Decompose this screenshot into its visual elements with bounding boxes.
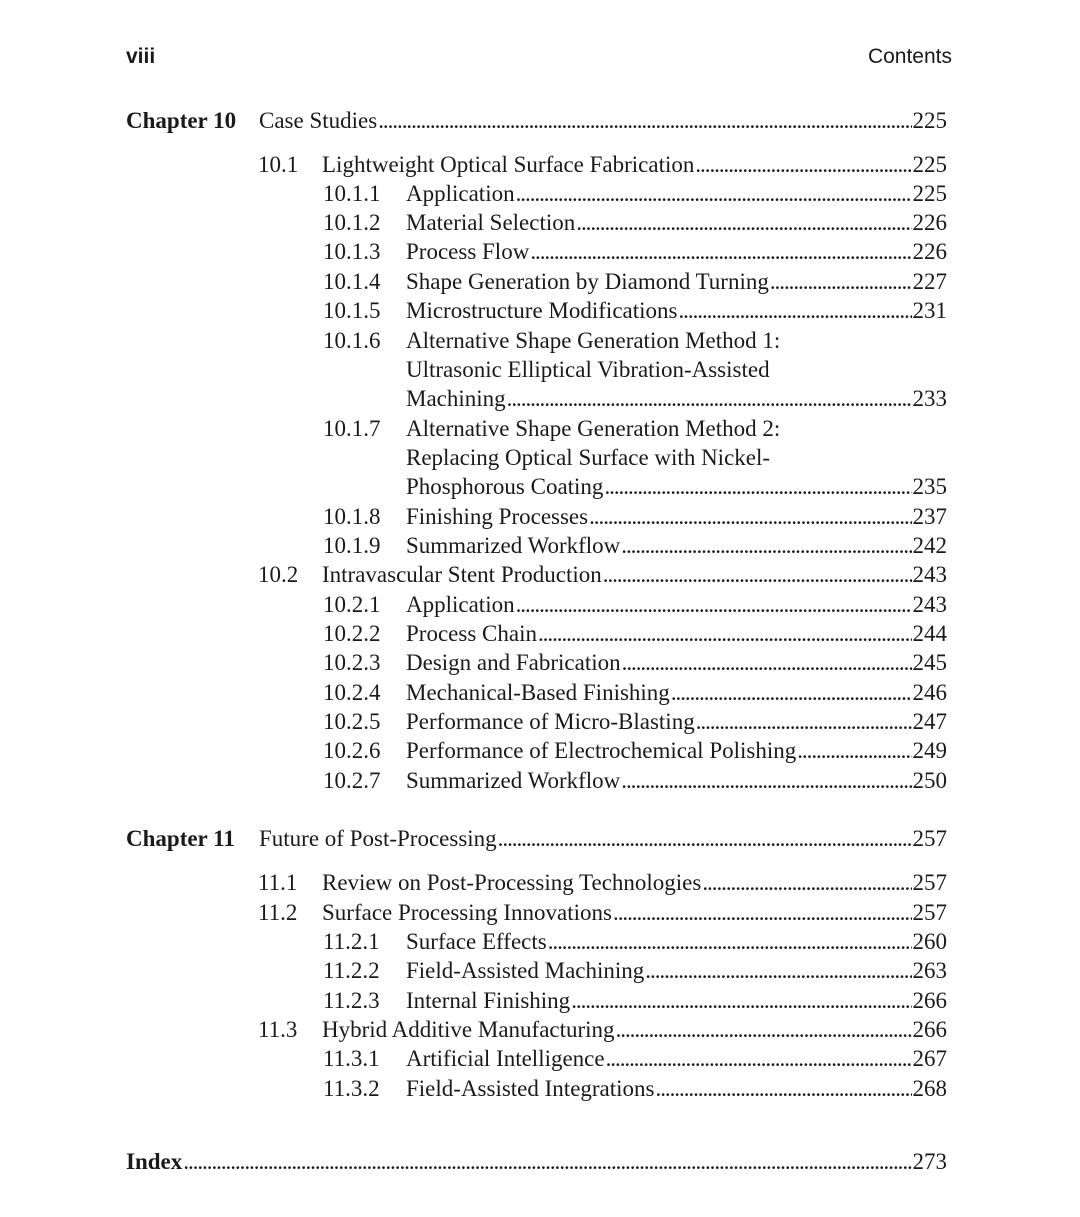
entry-page: 242 [912, 533, 947, 558]
entry-page: 245 [912, 650, 947, 675]
dot-leader [702, 868, 911, 897]
entry-title: Case Studies [259, 108, 378, 133]
entry-number: 10.2.6 [323, 738, 381, 763]
toc-entry-10-1-5[interactable] [323, 296, 947, 326]
toc-entry-11-2-1[interactable] [323, 927, 947, 957]
dot-leader [507, 384, 912, 413]
entry-number: 11.2.3 [323, 988, 380, 1013]
chapter-label: Chapter 10 [126, 108, 237, 133]
toc-entry-11-3-1[interactable] [323, 1044, 947, 1074]
running-title: Contents [867, 45, 952, 68]
toc-entry-10-1-6[interactable] [323, 326, 947, 356]
entry-number: 10.2 [258, 562, 299, 587]
entry-page: 266 [912, 988, 947, 1013]
running-head [126, 42, 952, 70]
dot-leader [183, 1147, 911, 1176]
entry-page: 235 [912, 474, 947, 499]
entry-title: Internal Finishing [406, 988, 571, 1013]
toc-entry-chapter-10[interactable] [126, 106, 947, 136]
entry-title: Field-Assisted Machining [406, 958, 645, 983]
entry-number: 10.2.4 [323, 680, 381, 705]
entry-page: 244 [912, 621, 947, 646]
entry-title: Application [406, 592, 515, 617]
entry-number: 10.1.6 [323, 328, 381, 353]
toc-entry-11-2[interactable] [258, 898, 947, 928]
toc-entry-10-2-5[interactable] [323, 707, 947, 737]
entry-title: Field-Assisted Integrations [406, 1076, 655, 1101]
chapter-label: Chapter 11 [126, 826, 235, 851]
entry-title-line-3: Machining [406, 386, 506, 411]
toc-entry-10-1-3[interactable] [323, 237, 947, 267]
entry-number: 11.2.1 [323, 929, 380, 954]
entry-title: Surface Processing Innovations [322, 900, 612, 925]
entry-title: Surface Effects [406, 929, 547, 954]
entry-page: 260 [912, 929, 947, 954]
entry-title: Artificial Intelligence [406, 1046, 605, 1071]
entry-page: 243 [912, 592, 947, 617]
entry-title: Performance of Electrochemical Polishing [406, 738, 797, 763]
entry-title: Process Flow [406, 239, 530, 264]
entry-page: 231 [912, 298, 947, 323]
entry-page: 225 [912, 108, 947, 133]
entry-page: 268 [912, 1076, 947, 1101]
dot-leader [378, 106, 911, 135]
entry-page: 246 [912, 680, 947, 705]
entry-title-line-3: Phosphorous Coating [406, 474, 604, 499]
entry-title: Mechanical-Based Finishing [406, 680, 670, 705]
dot-leader [613, 898, 912, 927]
toc-entry-11-2-3[interactable] [323, 986, 947, 1016]
toc-entry-10-1-8[interactable] [323, 502, 947, 532]
entry-number: 10.2.7 [323, 768, 381, 793]
toc-entry-10-1-2[interactable] [323, 208, 947, 238]
toc-entry-10-1-6-last[interactable] [406, 384, 947, 414]
entry-title: Future of Post-Processing [259, 826, 497, 851]
dot-leader [695, 150, 911, 179]
entry-number: 10.2.2 [323, 621, 381, 646]
dot-leader [516, 179, 912, 208]
entry-title: Microstructure Modifications [406, 298, 678, 323]
toc-entry-10-1-4[interactable] [323, 267, 947, 297]
entry-number: 11.2 [258, 900, 298, 925]
entry-title: Lightweight Optical Surface Fabrication [322, 152, 695, 177]
entry-number: 10.1.2 [323, 210, 381, 235]
dot-leader [498, 824, 912, 853]
entry-page: 243 [912, 562, 947, 587]
entry-title: Process Chain [406, 621, 537, 646]
entry-page: 237 [912, 504, 947, 529]
toc-entry-10-2-6[interactable] [323, 736, 947, 766]
entry-title: Material Selection [406, 210, 576, 235]
dot-leader [538, 619, 912, 648]
entry-page: 257 [912, 900, 947, 925]
dot-leader [589, 502, 911, 531]
entry-page: 225 [912, 181, 947, 206]
entry-page: 233 [912, 386, 947, 411]
dot-leader [696, 707, 912, 736]
entry-number: 10.2.3 [323, 650, 381, 675]
entry-page: 267 [912, 1046, 947, 1071]
toc-entry-10-1-9[interactable] [323, 531, 947, 561]
toc-entry-10-2-2[interactable] [323, 619, 947, 649]
dot-leader [671, 678, 912, 707]
entry-number: 11.2.2 [323, 958, 380, 983]
entry-title: Summarized Workflow [406, 768, 621, 793]
dot-leader [603, 560, 912, 589]
entry-title-line-1: Alternative Shape Generation Method 2: [406, 416, 781, 441]
entry-page: 225 [912, 152, 947, 177]
entry-title: Summarized Workflow [406, 533, 621, 558]
entry-title: Finishing Processes [406, 504, 589, 529]
dot-leader [604, 472, 911, 501]
dot-leader [606, 1044, 912, 1073]
entry-number: 11.3 [258, 1017, 298, 1042]
entry-number: 10.1.7 [323, 416, 381, 441]
dot-leader [656, 1074, 912, 1103]
entry-number: 10.1.3 [323, 239, 381, 264]
toc-entry-10-1-1[interactable] [323, 179, 947, 209]
entry-number: 10.1.1 [323, 181, 381, 206]
entry-number: 10.2.1 [323, 592, 381, 617]
entry-title-line-2: Replacing Optical Surface with Nickel- [406, 445, 771, 470]
entry-title-line-2: Ultrasonic Elliptical Vibration-Assisted [406, 357, 770, 382]
dot-leader [622, 648, 912, 677]
entry-number: 10.1.8 [323, 504, 381, 529]
dot-leader [621, 766, 911, 795]
entry-number: 11.1 [258, 870, 298, 895]
toc-entry-11-1[interactable] [258, 868, 947, 898]
toc-entry-10-1-7-last[interactable] [406, 472, 947, 502]
entry-number: 10.1.5 [323, 298, 381, 323]
toc-entry-10-2-4[interactable] [323, 678, 947, 708]
entry-title: Hybrid Additive Manufacturing [322, 1017, 615, 1042]
toc-entry-10-1-6-cont[interactable] [406, 355, 947, 385]
dot-leader [645, 956, 911, 985]
dot-leader [548, 927, 912, 956]
entry-title: Design and Fabrication [406, 650, 621, 675]
entry-page: 257 [912, 826, 947, 851]
entry-page: 249 [912, 738, 947, 763]
entry-number: 10.1.9 [323, 533, 381, 558]
entry-page: 247 [912, 709, 947, 734]
entry-number: 10.2.5 [323, 709, 381, 734]
dot-leader [616, 1015, 912, 1044]
entry-number: 10.1 [258, 152, 299, 177]
entry-title: Application [406, 181, 515, 206]
entry-page: 227 [912, 269, 947, 294]
toc-entry-11-2-2[interactable] [323, 956, 947, 986]
entry-number: 10.1.4 [323, 269, 381, 294]
dot-leader [797, 736, 911, 765]
toc-entry-11-3-2[interactable] [323, 1074, 947, 1104]
toc-entry-index[interactable] [126, 1147, 947, 1177]
entry-page: 266 [912, 1017, 947, 1042]
entry-title: Shape Generation by Diamond Turning [406, 269, 769, 294]
dot-leader [678, 296, 911, 325]
dot-leader [576, 208, 911, 237]
entry-number: 11.3.2 [323, 1076, 380, 1101]
entry-title: Intravascular Stent Production [322, 562, 602, 587]
entry-page: 226 [912, 210, 947, 235]
toc-entry-10-1-7-cont[interactable] [406, 443, 947, 473]
dot-leader [621, 531, 911, 560]
toc-entry-10-2-1[interactable] [323, 590, 947, 620]
toc-entry-10-2[interactable] [258, 560, 947, 590]
entry-page: 226 [912, 239, 947, 264]
entry-number: 11.3.1 [323, 1046, 380, 1071]
entry-page: 273 [912, 1149, 947, 1174]
entry-title-line-1: Alternative Shape Generation Method 1: [406, 328, 781, 353]
toc-entry-10-1-7[interactable] [323, 414, 947, 444]
entry-page: 257 [912, 870, 947, 895]
toc-entry-10-2-3[interactable] [323, 648, 947, 678]
index-label: Index [126, 1149, 183, 1174]
toc-entry-11-3[interactable] [258, 1015, 947, 1045]
toc-entry-10-1[interactable] [258, 150, 947, 180]
dot-leader [530, 237, 911, 266]
toc-entry-10-2-7[interactable] [323, 766, 947, 796]
entry-title: Review on Post-Processing Technologies [322, 870, 702, 895]
entry-page: 250 [912, 768, 947, 793]
entry-page: 263 [912, 958, 947, 983]
page-number: viii [126, 45, 156, 68]
entry-title: Performance of Micro-Blasting [406, 709, 695, 734]
dot-leader [770, 267, 912, 296]
dot-leader [516, 590, 912, 619]
toc-entry-chapter-11[interactable] [126, 824, 947, 854]
dot-leader [571, 986, 911, 1015]
